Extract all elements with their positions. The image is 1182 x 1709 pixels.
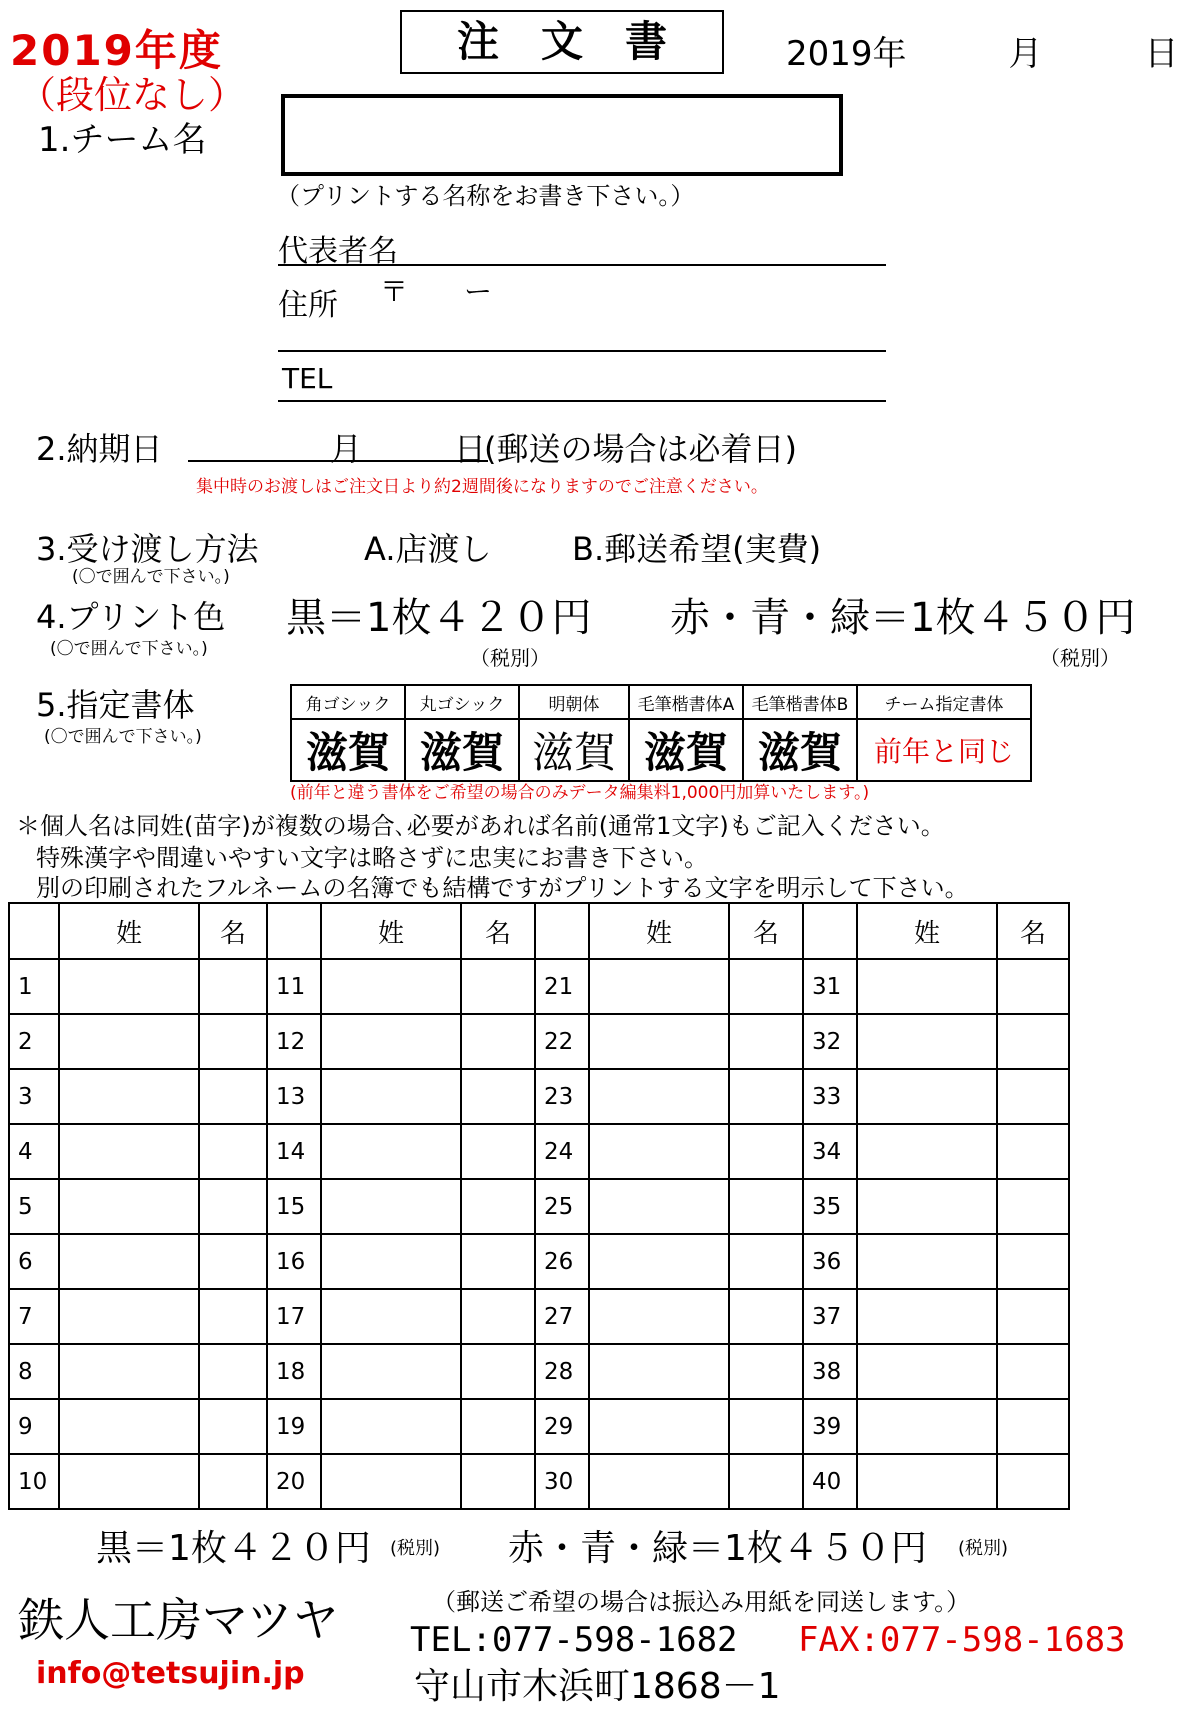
surname-cell[interactable] — [857, 1179, 997, 1234]
given-name-cell[interactable] — [199, 1014, 267, 1069]
given-name-cell[interactable] — [729, 1124, 803, 1179]
row-number: 10 — [9, 1454, 59, 1509]
surname-cell[interactable] — [857, 1234, 997, 1289]
given-name-cell[interactable] — [997, 1234, 1069, 1289]
typeface-option-team[interactable]: 前年と同じ — [857, 719, 1031, 781]
surname-cell[interactable] — [321, 959, 461, 1014]
given-name-cell[interactable] — [199, 959, 267, 1014]
shop-address: 守山市木浜町1868－1 — [414, 1666, 781, 1707]
surname-cell[interactable] — [857, 1289, 997, 1344]
surname-cell[interactable] — [857, 959, 997, 1014]
tax-note-black: （税別） — [470, 646, 550, 670]
shop-email[interactable]: info@tetsujin.jp — [36, 1656, 305, 1691]
postal-mark: 〒 ー — [380, 275, 493, 308]
shop-fax: FAX:077-598-1683 — [798, 1620, 1126, 1660]
footer-price-others: 赤・青・緑＝1枚４５０円 — [508, 1528, 927, 1569]
given-name-cell[interactable] — [729, 1179, 803, 1234]
given-name-cell[interactable] — [199, 1289, 267, 1344]
handover-circle-note: (〇で囲んで下さい。) — [72, 567, 230, 587]
given-name-cell[interactable] — [461, 1399, 535, 1454]
column-header-number — [267, 903, 321, 959]
surname-cell[interactable] — [321, 1399, 461, 1454]
table-row — [9, 1399, 1069, 1454]
row-number: 37 — [803, 1289, 857, 1344]
given-name-cell[interactable] — [461, 1234, 535, 1289]
surname-cell[interactable] — [59, 1179, 199, 1234]
table-row — [9, 1179, 1069, 1234]
given-name-cell[interactable] — [199, 1454, 267, 1509]
surname-cell[interactable] — [589, 1069, 729, 1124]
row-number: 7 — [9, 1289, 59, 1344]
team-name-note: （プリントする名称をお書き下さい。） — [276, 182, 695, 210]
given-name-cell[interactable] — [729, 1454, 803, 1509]
name-table-header-row — [9, 903, 1069, 959]
team-name-label: 1.チーム名 — [38, 120, 207, 160]
surname-cell[interactable] — [321, 1234, 461, 1289]
surname-cell[interactable] — [589, 1289, 729, 1344]
surname-cell[interactable] — [59, 1344, 199, 1399]
surname-cell[interactable] — [589, 1179, 729, 1234]
given-name-cell[interactable] — [199, 1069, 267, 1124]
footer-tax-black: (税別) — [390, 1538, 441, 1559]
table-row — [9, 1069, 1069, 1124]
column-header-given-name: 名 — [729, 903, 803, 959]
typeface-header: 丸ゴシック — [405, 685, 519, 719]
column-header-surname: 姓 — [321, 903, 461, 959]
typeface-header-row — [291, 685, 1031, 719]
surname-cell[interactable] — [59, 1289, 199, 1344]
given-name-cell[interactable] — [461, 1179, 535, 1234]
given-name-cell[interactable] — [461, 1454, 535, 1509]
print-color-label: 4.プリント色 — [36, 598, 226, 636]
shop-tel: TEL:077-598-1682 — [410, 1620, 738, 1660]
typeface-label: 5.指定書体 — [36, 686, 195, 724]
row-number: 39 — [803, 1399, 857, 1454]
column-header-surname: 姓 — [857, 903, 997, 959]
row-number: 28 — [535, 1344, 589, 1399]
surname-cell[interactable] — [321, 1124, 461, 1179]
row-number: 25 — [535, 1179, 589, 1234]
row-number: 12 — [267, 1014, 321, 1069]
row-number: 15 — [267, 1179, 321, 1234]
row-number: 40 — [803, 1454, 857, 1509]
shop-name: 鉄人工房マツヤ — [18, 1593, 339, 1647]
given-name-cell[interactable] — [997, 959, 1069, 1014]
given-name-cell[interactable] — [729, 959, 803, 1014]
given-name-cell[interactable] — [461, 1124, 535, 1179]
table-row — [9, 1124, 1069, 1179]
given-name-cell[interactable] — [199, 1344, 267, 1399]
given-name-cell[interactable] — [461, 1014, 535, 1069]
surname-cell[interactable] — [857, 1014, 997, 1069]
row-number: 35 — [803, 1179, 857, 1234]
typeface-option-kaku-gothic[interactable]: 滋賀 — [291, 719, 405, 781]
row-number: 14 — [267, 1124, 321, 1179]
delivery-warning: 集中時のお渡しはご注文日より約2週間後になりますのでご注意ください。 — [196, 477, 768, 497]
typeface-header: チーム指定書体 — [857, 685, 1031, 719]
surname-cell[interactable] — [589, 959, 729, 1014]
row-number: 24 — [535, 1124, 589, 1179]
instruction-line-1: ＊個人名は同姓(苗字)が複数の場合､必要があれば名前(通常1文字)もご記入ください。 — [16, 812, 945, 840]
handover-option-b[interactable]: B.郵送希望(実費) — [572, 530, 822, 568]
typeface-sample-row — [291, 719, 1031, 781]
surname-cell[interactable] — [59, 1454, 199, 1509]
order-title: 注 文 書 — [400, 10, 724, 74]
row-number: 23 — [535, 1069, 589, 1124]
surname-cell[interactable] — [321, 1289, 461, 1344]
surname-cell[interactable] — [857, 1124, 997, 1179]
surname-cell[interactable] — [321, 1014, 461, 1069]
surname-cell[interactable] — [857, 1344, 997, 1399]
table-row — [9, 1454, 1069, 1509]
delivery-date-label: 2.納期日 — [36, 430, 163, 468]
typeface-header: 角ゴシック — [291, 685, 405, 719]
row-number: 26 — [535, 1234, 589, 1289]
typeface-table — [290, 684, 1032, 782]
name-table — [8, 902, 1070, 1510]
handover-label: 3.受け渡し方法 — [36, 530, 259, 568]
row-number: 6 — [9, 1234, 59, 1289]
row-number: 9 — [9, 1399, 59, 1454]
surname-cell[interactable] — [321, 1069, 461, 1124]
footer-price-black: 黒＝1枚４２０円 — [96, 1528, 371, 1569]
row-number: 18 — [267, 1344, 321, 1399]
given-name-cell[interactable] — [199, 1399, 267, 1454]
column-header-number — [803, 903, 857, 959]
typeface-header: 毛筆楷書体B — [743, 685, 857, 719]
surname-cell[interactable] — [321, 1344, 461, 1399]
table-row — [9, 1234, 1069, 1289]
row-number: 19 — [267, 1399, 321, 1454]
team-name-input-box[interactable] — [281, 94, 843, 176]
surname-cell[interactable] — [589, 1399, 729, 1454]
order-date: 2019年 月 日 — [786, 34, 1179, 74]
given-name-cell[interactable] — [729, 1289, 803, 1344]
column-header-given-name: 名 — [199, 903, 267, 959]
surname-cell[interactable] — [857, 1454, 997, 1509]
surname-cell[interactable] — [59, 1069, 199, 1124]
surname-cell[interactable] — [59, 1234, 199, 1289]
given-name-cell[interactable] — [199, 1179, 267, 1234]
given-name-cell[interactable] — [461, 1069, 535, 1124]
table-row — [9, 1344, 1069, 1399]
tel-label: TEL — [282, 362, 333, 395]
column-header-given-name: 名 — [997, 903, 1069, 959]
typeface-circle-note: (〇で囲んで下さい。) — [44, 727, 202, 747]
row-number: 17 — [267, 1289, 321, 1344]
surname-cell[interactable] — [589, 1124, 729, 1179]
print-color-black[interactable]: 黒＝1枚４２０円 — [286, 595, 592, 641]
typeface-option-brush-b[interactable]: 滋賀 — [743, 719, 857, 781]
row-number: 5 — [9, 1179, 59, 1234]
typeface-header: 明朝体 — [519, 685, 629, 719]
given-name-cell[interactable] — [729, 1069, 803, 1124]
tax-note-others: （税別） — [1040, 646, 1120, 670]
given-name-cell[interactable] — [729, 1234, 803, 1289]
typeface-option-maru-gothic[interactable]: 滋賀 — [405, 719, 519, 781]
given-name-cell[interactable] — [997, 1454, 1069, 1509]
given-name-cell[interactable] — [997, 1069, 1069, 1124]
representative-label: 代表者名 — [278, 234, 398, 269]
row-number: 1 — [9, 959, 59, 1014]
given-name-cell[interactable] — [461, 1289, 535, 1344]
surname-cell[interactable] — [589, 1014, 729, 1069]
row-number: 32 — [803, 1014, 857, 1069]
surname-cell[interactable] — [589, 1234, 729, 1289]
given-name-cell[interactable] — [199, 1234, 267, 1289]
given-name-cell[interactable] — [997, 1124, 1069, 1179]
print-color-circle-note: (〇で囲んで下さい。) — [50, 639, 208, 659]
row-number: 31 — [803, 959, 857, 1014]
print-color-others[interactable]: 赤・青・緑＝1枚４５０円 — [670, 595, 1136, 641]
representative-field[interactable] — [278, 264, 886, 266]
surname-cell[interactable] — [321, 1179, 461, 1234]
row-number: 30 — [535, 1454, 589, 1509]
row-number: 29 — [535, 1399, 589, 1454]
given-name-cell[interactable] — [997, 1344, 1069, 1399]
surname-cell[interactable] — [59, 1399, 199, 1454]
given-name-cell[interactable] — [997, 1179, 1069, 1234]
table-row — [9, 959, 1069, 1014]
address-field[interactable] — [278, 350, 886, 352]
given-name-cell[interactable] — [199, 1124, 267, 1179]
typeface-option-mincho[interactable]: 滋賀 — [519, 719, 629, 781]
row-number: 16 — [267, 1234, 321, 1289]
row-number: 21 — [535, 959, 589, 1014]
delivery-day-label: 日 — [454, 430, 487, 468]
given-name-cell[interactable] — [997, 1289, 1069, 1344]
given-name-cell[interactable] — [461, 959, 535, 1014]
row-number: 33 — [803, 1069, 857, 1124]
handover-option-a[interactable]: A.店渡し — [364, 530, 492, 568]
surname-cell[interactable] — [321, 1454, 461, 1509]
row-number: 4 — [9, 1124, 59, 1179]
surname-cell[interactable] — [589, 1344, 729, 1399]
row-number: 22 — [535, 1014, 589, 1069]
tel-field[interactable] — [278, 400, 886, 402]
column-header-surname: 姓 — [59, 903, 199, 959]
given-name-cell[interactable] — [997, 1014, 1069, 1069]
row-number: 36 — [803, 1234, 857, 1289]
typeface-header: 毛筆楷書体A — [629, 685, 743, 719]
given-name-cell[interactable] — [729, 1344, 803, 1399]
row-number: 2 — [9, 1014, 59, 1069]
instruction-line-2: 特殊漢字や間違いやすい文字は略さずに忠実にお書き下さい。 — [36, 844, 708, 872]
given-name-cell[interactable] — [461, 1344, 535, 1399]
column-header-number — [9, 903, 59, 959]
delivery-month-label: 月 — [330, 430, 363, 468]
row-number: 3 — [9, 1069, 59, 1124]
column-header-given-name: 名 — [461, 903, 535, 959]
footer-tax-others: (税別) — [958, 1538, 1009, 1559]
row-number: 20 — [267, 1454, 321, 1509]
table-row — [9, 1014, 1069, 1069]
row-number: 27 — [535, 1289, 589, 1344]
given-name-cell[interactable] — [729, 1014, 803, 1069]
delivery-condition: (郵送の場合は必着日) — [484, 430, 797, 468]
instruction-line-3: 別の印刷されたフルネームの名簿でも結構ですがプリントする文字を明示して下さい。 — [36, 874, 969, 902]
typeface-fee-note: (前年と違う書体をご希望の場合のみデータ編集料1,000円加算いたします。) — [290, 783, 870, 803]
given-name-cell[interactable] — [997, 1399, 1069, 1454]
shop-mail-note: （郵送ご希望の場合は振込み用紙を同送します。） — [432, 1588, 971, 1616]
table-row — [9, 1289, 1069, 1344]
row-number: 34 — [803, 1124, 857, 1179]
no-dan-label: （段位なし） — [18, 73, 247, 117]
row-number: 8 — [9, 1344, 59, 1399]
surname-cell[interactable] — [59, 959, 199, 1014]
row-number: 38 — [803, 1344, 857, 1399]
given-name-cell[interactable] — [729, 1399, 803, 1454]
surname-cell[interactable] — [59, 1124, 199, 1179]
address-label: 住所 — [278, 288, 338, 323]
year-label: 2019年度 — [10, 26, 223, 75]
row-number: 11 — [267, 959, 321, 1014]
surname-cell[interactable] — [857, 1399, 997, 1454]
surname-cell[interactable] — [589, 1454, 729, 1509]
column-header-number — [535, 903, 589, 959]
typeface-option-brush-a[interactable]: 滋賀 — [629, 719, 743, 781]
surname-cell[interactable] — [59, 1014, 199, 1069]
row-number: 13 — [267, 1069, 321, 1124]
column-header-surname: 姓 — [589, 903, 729, 959]
surname-cell[interactable] — [857, 1069, 997, 1124]
